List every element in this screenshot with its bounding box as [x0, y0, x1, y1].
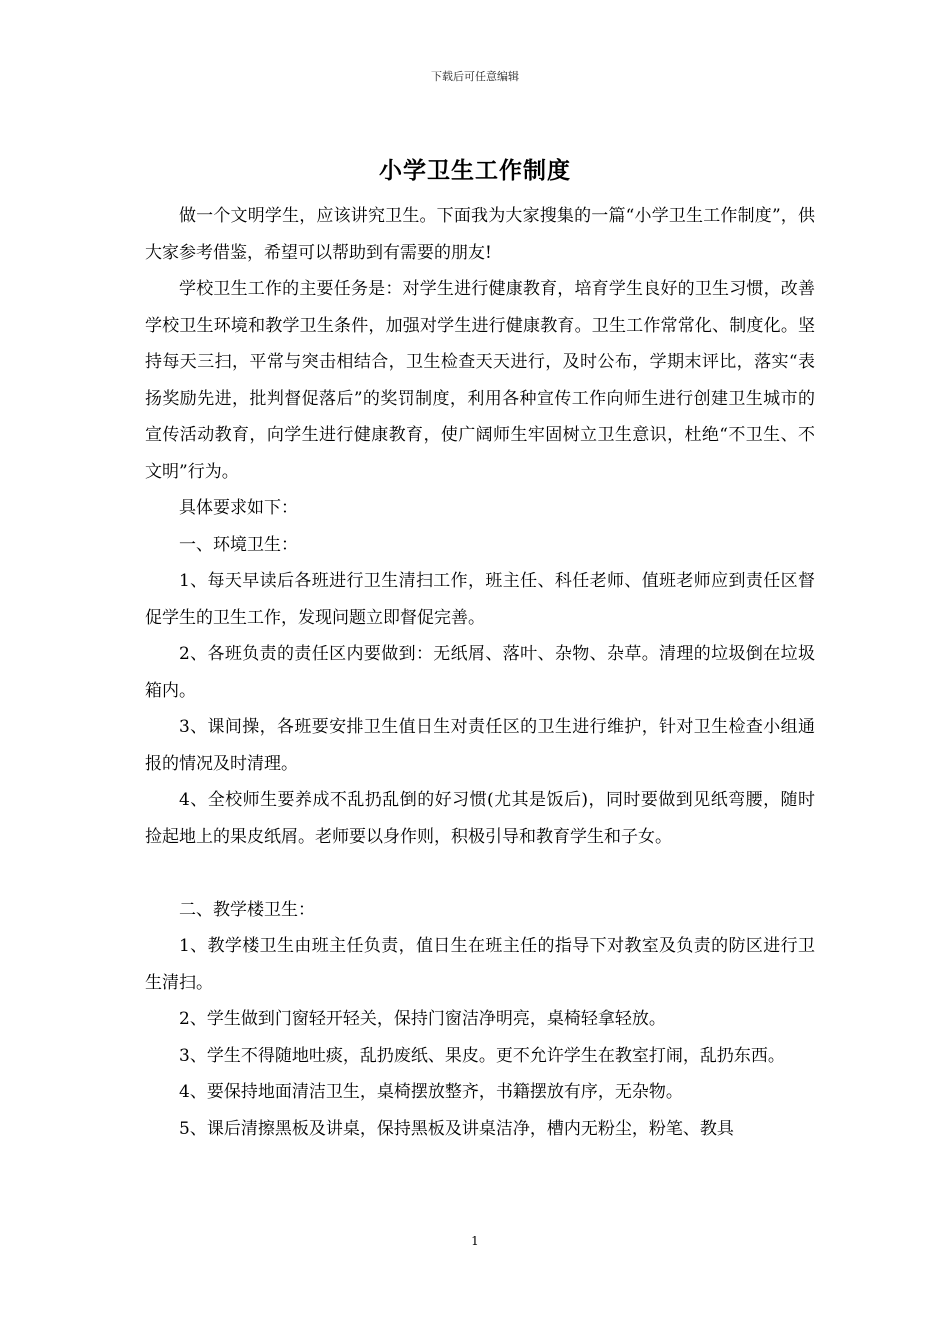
list-item: 3、学生不得随地吐痰，乱扔废纸、果皮。更不允许学生在教室打闹，乱扔东西。	[179, 1045, 785, 1066]
list-item: 2、学生做到门窗轻开轻关，保持门窗洁净明亮，桌椅轻拿轻放。	[179, 1009, 666, 1029]
list-item: 3、课间操，各班要安排卫生值日生对责任区的卫生进行维护，针对卫生检查小组通报的情况及时清理。	[145, 717, 815, 774]
page-number: 1	[471, 1234, 479, 1248]
blank-line	[145, 855, 815, 892]
list-item: 4、全校师生要养成不乱扔乱倒的好习惯(尤其是饭后)，同时要做到见纸弯腰，随时捡起地上的果皮纸屑。老师要以身作则，积极引导和教育学生和子女。	[145, 790, 815, 847]
paragraph: 学校卫生工作的主要任务是：对学生进行健康教育，培育学生良好的卫生习惯，改善学校卫生环境和教学卫生条件，加强对学生进行健康教育。卫生工作常常化、制度化。坚持每天三扫，平常与突击相结合，卫生检查天天进行，及时公布，学期末评比，落实“表扬奖励先进，批判督促落后”的奖罚制度，利用各种宣传工作向师生进行创建卫生城市的宣传活动教育，向学生进行健康教育，使广阔师生牢固树立卫生意识，杜绝“不卫生、不文明”行为。	[145, 279, 815, 482]
paragraph: 做一个文明学生，应该讲究卫生。下面我为大家搜集的一篇“小学卫生工作制度”，供大家参考借鉴，希望可以帮助到有需要的朋友!	[145, 206, 815, 263]
paragraph: 具体要求如下：	[179, 498, 298, 518]
section-heading: 二、教学楼卫生：	[179, 899, 315, 920]
list-item: 2、各班负责的责任区内要做到：无纸屑、落叶、杂物、杂草。清理的垃圾倒在垃圾箱内。	[145, 644, 815, 701]
page-header: 下载后可任意编辑	[431, 70, 519, 83]
document-title: 小学卫生工作制度	[379, 157, 571, 184]
list-item: 4、要保持地面清洁卫生，桌椅摆放整齐，书籍摆放有序，无杂物。	[179, 1082, 683, 1102]
list-item: 5、课后清擦黑板及讲桌，保持黑板及讲桌洁净，槽内无粉尘，粉笔、教具	[179, 1118, 734, 1139]
list-item: 1、教学楼卫生由班主任负责，值日生在班主任的指导下对教室及负责的防区进行卫生清扫。	[145, 936, 815, 993]
document-body	[145, 198, 815, 1147]
list-item: 1、每天早读后各班进行卫生清扫工作，班主任、科任老师、值班老师应到责任区督促学生的卫生工作，发现问题立即督促完善。	[145, 571, 815, 628]
section-heading: 一、环境卫生：	[179, 534, 298, 555]
